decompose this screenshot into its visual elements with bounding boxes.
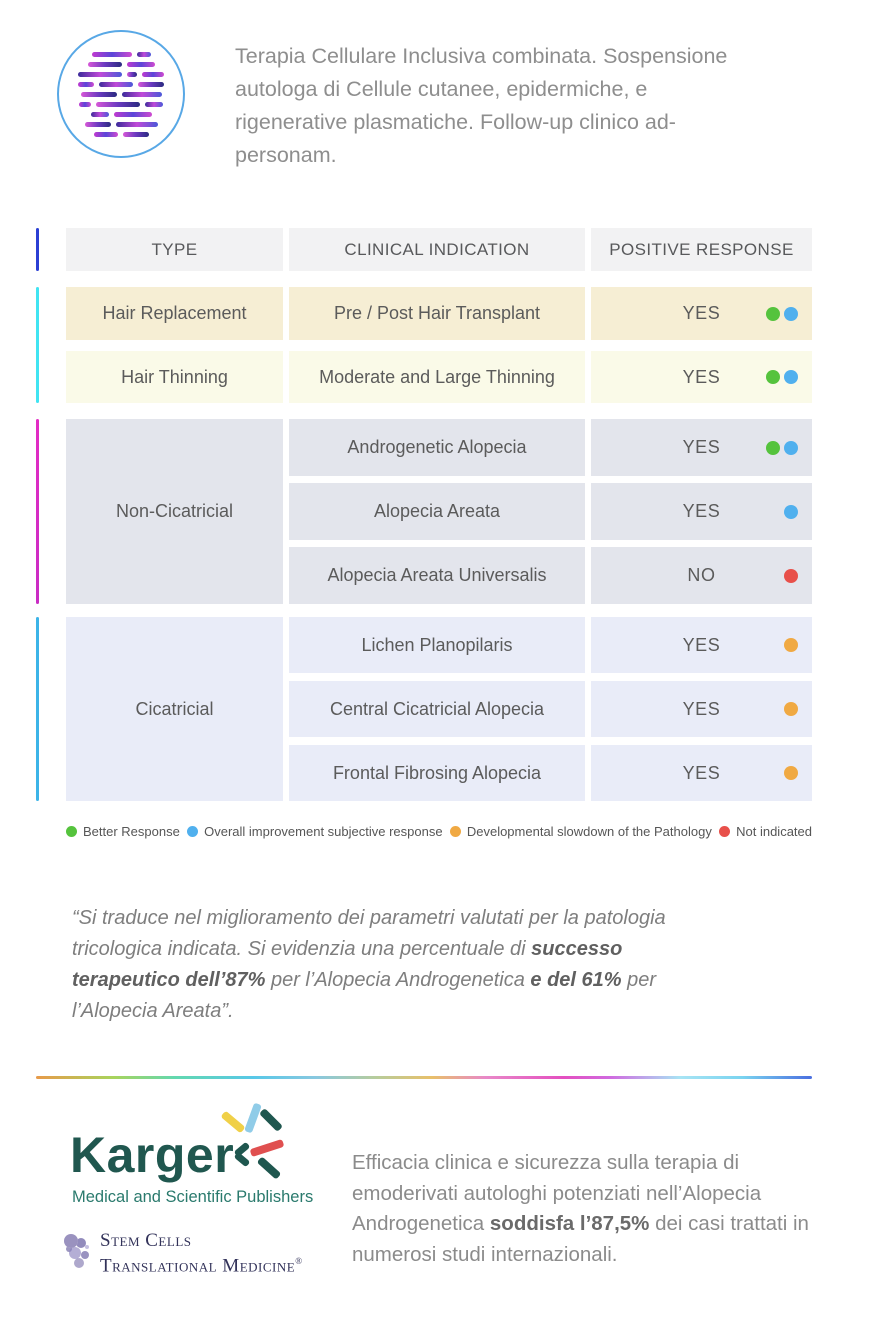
- accent-bar-header: [36, 228, 39, 271]
- indication-cell: Moderate and Large Thinning: [289, 351, 585, 403]
- response-answer: YES: [682, 698, 721, 719]
- green-dot-icon: [66, 826, 77, 837]
- response-answer: YES: [682, 501, 721, 521]
- cell-suspension-logo-icon: [57, 30, 185, 158]
- response-dots: [784, 569, 798, 583]
- green-dot-icon: [766, 441, 780, 455]
- quote-emphasis-87: successo terapeutico dell’87%: [72, 938, 623, 991]
- journal-title-line1: Stem Cells: [100, 1230, 192, 1251]
- legend-item: [450, 824, 712, 839]
- legend-dot: [187, 826, 198, 837]
- response-answer: YES: [682, 303, 721, 323]
- blue-dot-icon: [784, 441, 798, 455]
- response-dots: [784, 702, 798, 716]
- group-type-cell: Cicatricial: [66, 617, 283, 801]
- column-header-type: TYPE: [66, 228, 283, 271]
- indication-cell: Androgenetic Alopecia: [289, 419, 585, 476]
- column-header-positive-response: POSITIVE RESPONSE: [591, 228, 812, 271]
- indication-cell: Frontal Fibrosing Alopecia: [289, 745, 585, 801]
- stem-cells-journal-icon: [60, 1230, 94, 1268]
- orange-dot-icon: [784, 638, 798, 652]
- response-cell: [591, 681, 812, 737]
- legend-label: Not indicated: [736, 824, 812, 839]
- legend-item: [66, 824, 180, 839]
- response-cell: [591, 745, 812, 801]
- indication-cell: Pre / Post Hair Transplant: [289, 287, 585, 340]
- response-cell: [591, 547, 812, 604]
- response-dots: [784, 638, 798, 652]
- orange-dot-icon: [784, 702, 798, 716]
- claim-text: dei casi trattati in numerosi studi internazionali.: [352, 1212, 809, 1266]
- legend-dot: [719, 826, 730, 837]
- legend: [66, 824, 812, 839]
- intro-description: Terapia Cellulare Inclusiva combinata. Sospensione autologa di Cellule cutanee, epidermiche, e rigenerative plasmatiche. Follow-up clinico ad-personam.: [235, 44, 728, 167]
- blue-dot-icon: [784, 505, 798, 519]
- blue-dot-icon: [187, 826, 198, 837]
- asterisk-stroke: [257, 1156, 282, 1179]
- legend-dot: [66, 826, 77, 837]
- green-dot-icon: [766, 307, 780, 321]
- orange-dot-icon: [784, 766, 798, 780]
- response-answer: YES: [682, 437, 721, 457]
- indication-cell: Central Cicatricial Alopecia: [289, 681, 585, 737]
- quote-text: per l’Alopecia Areata”.: [72, 969, 657, 1022]
- legend-item: [187, 824, 442, 839]
- quote-emphasis-61: e del 61%: [530, 969, 622, 991]
- group-type-cell: Non-Cicatricial: [66, 419, 283, 604]
- response-dots: [766, 307, 798, 321]
- efficacy-claim: [352, 1148, 832, 1270]
- orange-dot-icon: [450, 826, 461, 837]
- results-quote: [72, 903, 667, 1027]
- blue-dot-icon: [784, 370, 798, 384]
- blue-dot-icon: [784, 307, 798, 321]
- accent-bar-hair: [36, 287, 39, 403]
- response-cell: [591, 419, 812, 476]
- response-cell: [591, 287, 812, 340]
- legend-item: [719, 824, 812, 839]
- karger-wordmark: Karger: [70, 1127, 235, 1183]
- legend-label: Developmental slowdown of the Pathology: [466, 824, 712, 839]
- asterisk-stroke: [250, 1139, 285, 1157]
- legend-label: Better Response: [83, 824, 180, 839]
- response-answer: YES: [682, 366, 721, 387]
- type-cell: Hair Thinning: [66, 351, 283, 403]
- green-dot-icon: [766, 370, 780, 384]
- response-cell: [591, 617, 812, 673]
- claim-text: Efficacia clinica e sicurezza sulla terapia di emoderivati autologhi potenziati nell’Alopecia Androgenetica: [352, 1151, 762, 1235]
- journal-title-line2: Translational Medicine®: [100, 1255, 303, 1277]
- legend-dot: [450, 826, 461, 837]
- registered-mark: ®: [295, 1256, 303, 1266]
- accent-bar-cicatricial: [36, 617, 39, 801]
- response-answer: YES: [682, 634, 721, 655]
- response-answer: YES: [682, 762, 721, 783]
- asterisk-stroke: [244, 1103, 262, 1134]
- indication-cell: Lichen Planopilaris: [289, 617, 585, 673]
- response-dots: [766, 370, 798, 384]
- karger-asterisk-icon: [218, 1104, 288, 1192]
- red-dot-icon: [784, 569, 798, 583]
- column-header-clinical-indication: CLINICAL INDICATION: [289, 228, 585, 271]
- response-answer: NO: [687, 565, 716, 585]
- asterisk-stroke: [234, 1152, 251, 1168]
- journal-title: [100, 1230, 303, 1276]
- type-cell: Hair Replacement: [66, 287, 283, 340]
- response-cell: [591, 351, 812, 403]
- indication-cell: Alopecia Areata: [289, 483, 585, 540]
- quote-text: per l’Alopecia Androgenetica: [265, 969, 531, 991]
- legend-label: Overall improvement subjective response: [204, 824, 443, 839]
- accent-bar-non-cicatricial: [36, 419, 39, 604]
- response-cell: [591, 483, 812, 540]
- response-dots: [784, 766, 798, 780]
- red-dot-icon: [719, 826, 730, 837]
- claim-emphasis: soddisfa l’87,5%: [489, 1212, 650, 1235]
- indication-cell: Alopecia Areata Universalis: [289, 547, 585, 604]
- asterisk-stroke: [259, 1108, 283, 1132]
- quote-text: “Si traduce nel miglioramento dei parametri valutati per la patologia tricologica indicata. Si evidenzia una percentuale di: [72, 907, 666, 960]
- asterisk-stroke: [220, 1111, 245, 1134]
- response-dots: [766, 441, 798, 455]
- rainbow-divider: [36, 1076, 812, 1079]
- response-dots: [784, 505, 798, 519]
- karger-tagline: Medical and Scientific Publishers: [72, 1188, 314, 1206]
